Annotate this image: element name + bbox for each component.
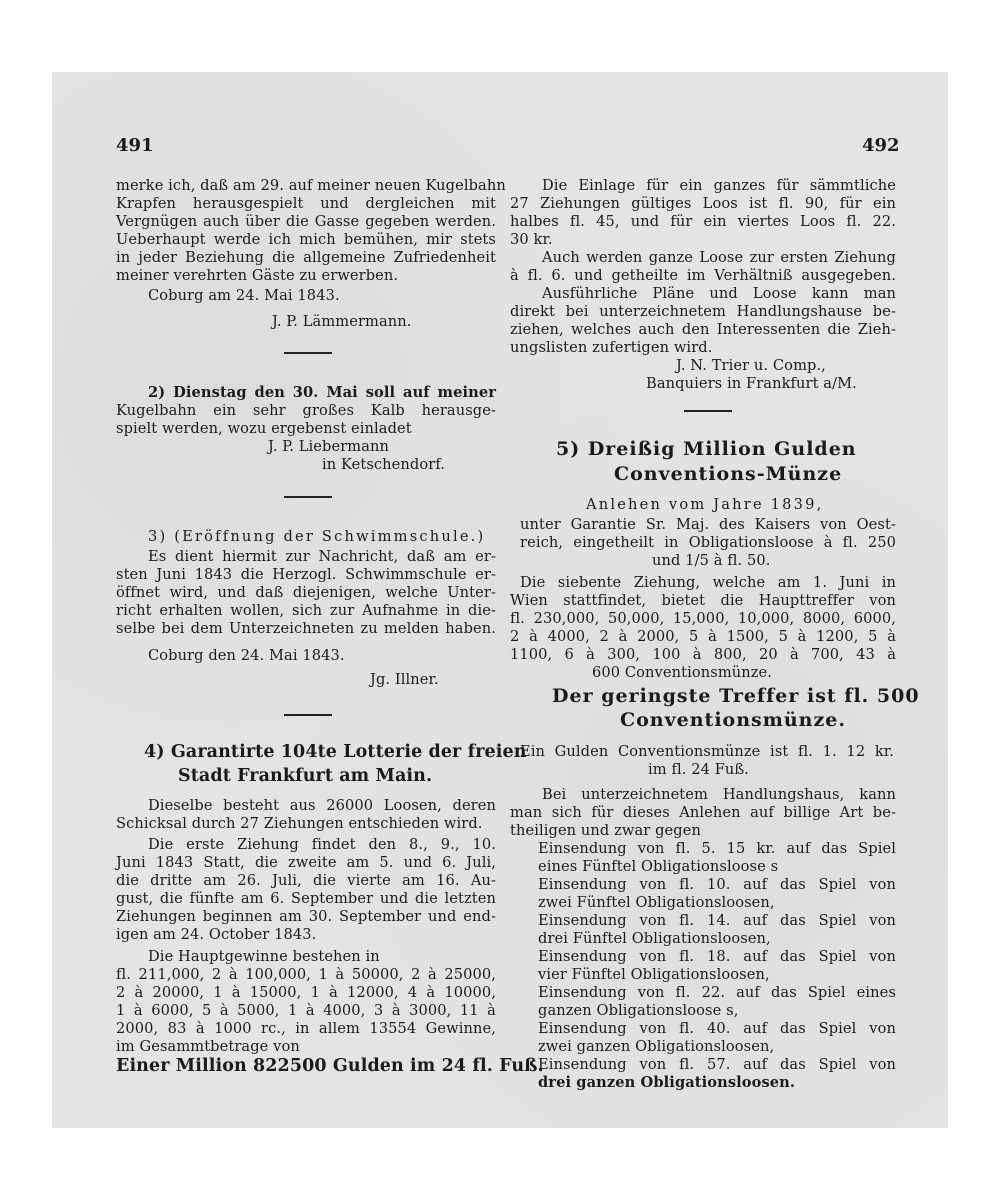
subtitle: Anlehen vom Jahre 1839, bbox=[586, 496, 824, 513]
text-line: Krapfen herausgespielt und dergleichen mit bbox=[116, 195, 496, 212]
section-title: 5) Dreißig Million Gulden bbox=[556, 438, 857, 460]
text-line: Ziehungen beginnen am 30. September und end- bbox=[116, 908, 496, 925]
text-line: fl. 211,000, 2 à 100,000, 1 à 50000, 2 à 25000, bbox=[116, 966, 496, 983]
text-line: reich, eingetheilt in Obligationsloose à fl. 250 bbox=[520, 534, 896, 551]
text-line: direkt bei unterzeichnetem Handlungshause be- bbox=[510, 303, 896, 320]
offer-line: eines Fünftel Obligationsloose s bbox=[538, 858, 779, 875]
offer-line: Einsendung von fl. 40. auf das Spiel von bbox=[538, 1020, 896, 1037]
text-line: 30 kr. bbox=[510, 231, 553, 248]
signature: J. P. Lämmermann. bbox=[272, 313, 412, 330]
text-line: 2000, 83 à 1000 rc., in allem 13554 Gewinne, bbox=[116, 1020, 496, 1037]
text-line: merke ich, daß am 29. auf meiner neuen Kugelbahn bbox=[116, 177, 506, 194]
text-line: Juni 1843 Statt, die zweite am 5. und 6. Juli, bbox=[116, 854, 496, 871]
text-line: meiner verehrten Gäste zu erwerben. bbox=[116, 267, 399, 284]
signature: J. N. Trier u. Comp., bbox=[676, 357, 826, 374]
text-line: im fl. 24 Fuß. bbox=[648, 761, 750, 778]
offer-line: zwei ganzen Obligationsloosen, bbox=[538, 1038, 775, 1055]
text-line: sten Juni 1843 die Herzogl. Schwimmschule er- bbox=[116, 566, 496, 583]
offer-line: drei Fünftel Obligationsloosen, bbox=[538, 930, 771, 947]
text-line: Vergnügen auch über die Gasse gegeben werden. bbox=[116, 213, 496, 230]
text-line: 2 à 4000, 2 à 2000, 5 à 1500, 5 à 1200, 5 à bbox=[510, 628, 896, 645]
text-line: Ausführliche Pläne und Loose kann man bbox=[542, 285, 896, 302]
text-line: ungslisten zufertigen wird. bbox=[510, 339, 713, 356]
offer-line: Einsendung von fl. 14. auf das Spiel von bbox=[538, 912, 896, 929]
text-line: Ein Gulden Conventionsmünze ist fl. 1. 12 kr. bbox=[520, 743, 894, 760]
text-line: Schicksal durch 27 Ziehungen entschieden wird. bbox=[116, 815, 483, 832]
offer-line: zwei Fünftel Obligationsloosen, bbox=[538, 894, 775, 911]
signature: J. P. Liebermann bbox=[268, 438, 390, 455]
text-line: 2) Dienstag den 30. Mai soll auf meiner bbox=[148, 384, 496, 401]
divider bbox=[284, 714, 332, 716]
dateline: Coburg am 24. Mai 1843. bbox=[148, 287, 340, 304]
section-title: Conventions-Münze bbox=[614, 463, 843, 485]
text-line: richt erhalten wollen, sich zur Aufnahme in die- bbox=[116, 602, 496, 619]
text-line: 27 Ziehungen gültiges Loos ist fl. 90, für ein bbox=[510, 195, 896, 212]
offer-line: Einsendung von fl. 57. auf das Spiel von bbox=[538, 1056, 896, 1073]
dateline: Coburg den 24. Mai 1843. bbox=[148, 647, 345, 664]
text-line: öffnet wird, und daß diejenigen, welche Unter- bbox=[116, 584, 496, 601]
text-line: à fl. 6. und getheilte im Verhältniß ausgegeben. bbox=[510, 267, 896, 284]
text-line: theiligen und zwar gegen bbox=[510, 822, 701, 839]
offer-line: ganzen Obligationsloose s, bbox=[538, 1002, 739, 1019]
text-line: Ueberhaupt werde ich mich bemühen, mir stets bbox=[116, 231, 496, 248]
divider bbox=[684, 410, 732, 412]
text-line: Die erste Ziehung findet den 8., 9., 10. bbox=[148, 836, 496, 853]
text-line: igen am 24. October 1843. bbox=[116, 926, 317, 943]
offer-line: Einsendung von fl. 18. auf das Spiel von bbox=[538, 948, 896, 965]
text-line: halbes fl. 45, und für ein viertes Loos fl. 22. bbox=[510, 213, 896, 230]
offer-line: vier Fünftel Obligationsloosen, bbox=[538, 966, 770, 983]
text-line: 1 à 6000, 5 à 5000, 1 à 4000, 3 à 3000, 11 à bbox=[116, 1002, 496, 1019]
text-line: Es dient hiermit zur Nachricht, daß am er- bbox=[148, 548, 496, 565]
text-line: Die siebente Ziehung, welche am 1. Juni in bbox=[520, 574, 896, 591]
offer-line: Einsendung von fl. 22. auf das Spiel eines bbox=[538, 984, 896, 1001]
text-line: die dritte am 26. Juli, die vierte am 16. Au- bbox=[116, 872, 496, 889]
text-line: man sich für dieses Anlehen auf billige Art be- bbox=[510, 804, 896, 821]
signature: Jg. Illner. bbox=[370, 671, 439, 688]
divider bbox=[284, 496, 332, 498]
text-line: 2 à 20000, 1 à 15000, 1 à 12000, 4 à 10000, bbox=[116, 984, 496, 1001]
signature: in Ketschendorf. bbox=[322, 456, 446, 473]
headline: Einer Million 822500 Gulden im 24 fl. Fuß. bbox=[116, 1056, 544, 1076]
text-line: 1100, 6 à 300, 100 à 800, 20 à 700, 43 à bbox=[510, 646, 896, 663]
text-line: ziehen, welches auch den Interessenten die Zieh- bbox=[510, 321, 896, 338]
text-line: und 1/5 à fl. 50. bbox=[652, 552, 771, 569]
text-line: Dieselbe besteht aus 26000 Loosen, deren bbox=[148, 797, 496, 814]
text-line: gust, die fünfte am 6. September und die letzten bbox=[116, 890, 496, 907]
text-line: Die Einlage für ein ganzes für sämmtliche bbox=[542, 177, 896, 194]
offer-line: Einsendung von fl. 10. auf das Spiel von bbox=[538, 876, 896, 893]
text-line: selbe bei dem Unterzeichneten zu melden haben. bbox=[116, 620, 496, 637]
section-title: 4) Garantirte 104te Lotterie der freien bbox=[144, 742, 527, 762]
text-line: unter Garantie Sr. Maj. des Kaisers von Oest- bbox=[520, 516, 896, 533]
divider bbox=[284, 352, 332, 354]
headline: Conventionsmünze. bbox=[620, 709, 846, 731]
offer-line: Einsendung von fl. 5. 15 kr. auf das Spiel bbox=[538, 840, 896, 857]
text-line: Die Hauptgewinne bestehen in bbox=[148, 948, 380, 965]
signature: Banquiers in Frankfurt a/M. bbox=[646, 375, 857, 392]
text-line: in jeder Beziehung die allgemeine Zufriedenheit bbox=[116, 249, 496, 266]
text-line: im Gesammtbetrage von bbox=[116, 1038, 300, 1055]
text-line: Bei unterzeichnetem Handlungshaus, kann bbox=[542, 786, 896, 803]
text-line: spielt werden, wozu ergebenst einladet bbox=[116, 420, 412, 437]
text-line: Wien stattfindet, bietet die Haupttreffer von bbox=[510, 592, 896, 609]
section-title: Stadt Frankfurt am Main. bbox=[178, 766, 433, 786]
offer-line: drei ganzen Obligationsloosen. bbox=[538, 1074, 796, 1091]
section-title: 3) (Eröffnung der Schwimmschule.) bbox=[148, 528, 486, 545]
text-line: Auch werden ganze Loose zur ersten Ziehung bbox=[542, 249, 896, 266]
page-number-left: 491 bbox=[116, 135, 154, 156]
text-line: Kugelbahn ein sehr großes Kalb herausge- bbox=[116, 402, 496, 419]
headline: Der geringste Treffer ist fl. 500 bbox=[552, 685, 920, 707]
text-line: fl. 230,000, 50,000, 15,000, 10,000, 8000, 6000, bbox=[510, 610, 896, 627]
page-number-right: 492 bbox=[862, 135, 900, 156]
text-line: 600 Conventionsmünze. bbox=[592, 664, 773, 681]
